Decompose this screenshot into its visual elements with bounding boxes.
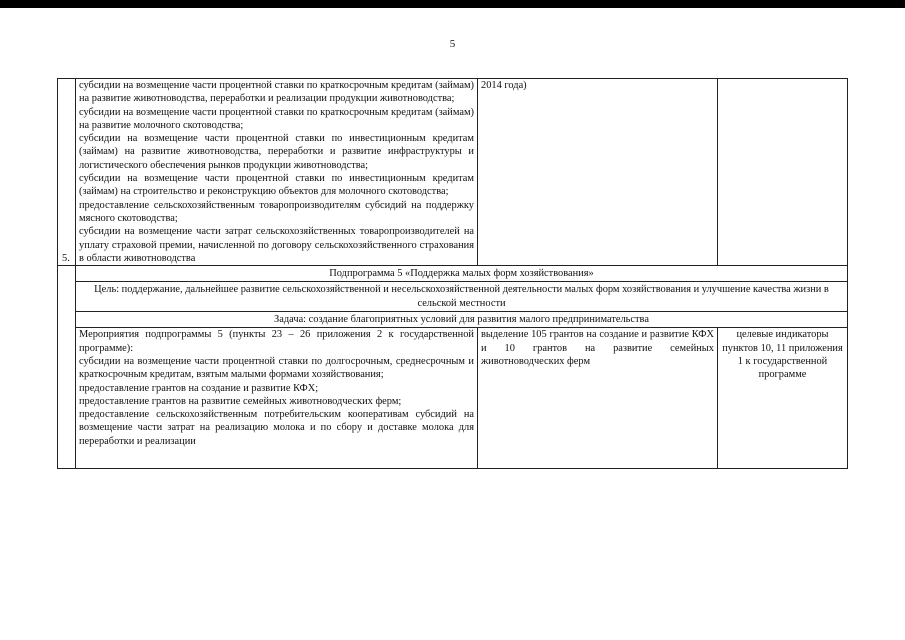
measure-item: предоставление грантов на создание и развитие КФХ; [79,382,319,394]
section-indicator-cell [718,328,848,469]
subprogram-goal: Цель: поддержание, дальнейшее развитие сельскохозяйственной и несельскохозяйственной деятельности малых форм хозяйствования и улучшение качества жизни в сельской местности [76,282,848,312]
measure-item: субсидии на возмещение части процентной ставки по инвестиционным кредитам (займам) на строительство и реконструкцию объектов для молочного скотоводства; [79,173,474,198]
measure-item: предоставление сельскохозяйственным потребительским кооперативам субсидий на возмещение части затрат на реализацию молока и по сбору и доставке молока для переработки и реализации [79,409,474,447]
section-number: 5. [62,252,70,264]
subprogram-task: Задача: создание благоприятных условий для развития малого предпринимательства [76,312,848,328]
table-row-goal [58,282,848,312]
top-border-bar [0,0,905,8]
continuation-result: 2014 года) [481,80,527,91]
measure-item: субсидии на возмещение части процентной ставки по инвестиционным кредитам (займам) на развитие животноводства, переработки и развитие инфраструктуры и логистического обеспечения рынков продукции животноводства; [79,133,474,171]
table-row-task [58,312,848,328]
measure-item: предоставление грантов на развитие семейных животноводческих ферм; [79,395,402,407]
continuation-result-cell [478,79,718,266]
section-indicator: целевые индикаторы пунктов 10, 11 приложения 1 к государственной программе [722,329,843,381]
empty-number-cell [58,266,76,469]
section-result: выделение 105 грантов на создание и развитие КФХ и 10 грантов на развитие семейных животноводческих ферм [481,329,714,367]
measure-item: субсидии на возмещение части процентной ставки по краткосрочным кредитам (займам) на развитие животноводства, переработки и реализации продукции животноводства; [79,80,474,105]
measure-item: Мероприятия подпрограммы 5 (пункты 23 – 26 приложения 2 к государственной программе): [79,329,474,354]
subprogram-title: Подпрограмма 5 «Поддержка малых форм хозяйствования» [76,266,848,282]
measure-item: субсидии на возмещение части процентной ставки по краткосрочным кредитам (займам) на развитие молочного скотоводства; [79,106,474,131]
continuation-indicator-cell [718,79,848,266]
measure-item: субсидии на возмещение части процентной ставки по долгосрочным, среднесрочным и краткосрочным кредитам, взятым малыми формами хозяйствования; [79,355,474,381]
section-measures-cell [76,328,478,469]
continuation-measures-cell [76,79,478,266]
program-table [57,78,848,469]
measure-item: субсидии на возмещение части затрат сельскохозяйственных товаропроизводителей на уплату страховой премии, начисленной по договору сельскохозяйственного страхования в области животноводства [79,226,474,264]
table-row-continuation [58,79,848,266]
page-number: 5 [449,38,456,50]
table-row-measures [58,328,848,469]
table-row-subprogram-title [58,266,848,282]
section-result-cell [478,328,718,469]
measure-item: предоставление сельскохозяйственным товаропроизводителям субсидий на поддержку мясного скотоводства; [79,199,474,224]
section-number-cell [58,79,76,266]
